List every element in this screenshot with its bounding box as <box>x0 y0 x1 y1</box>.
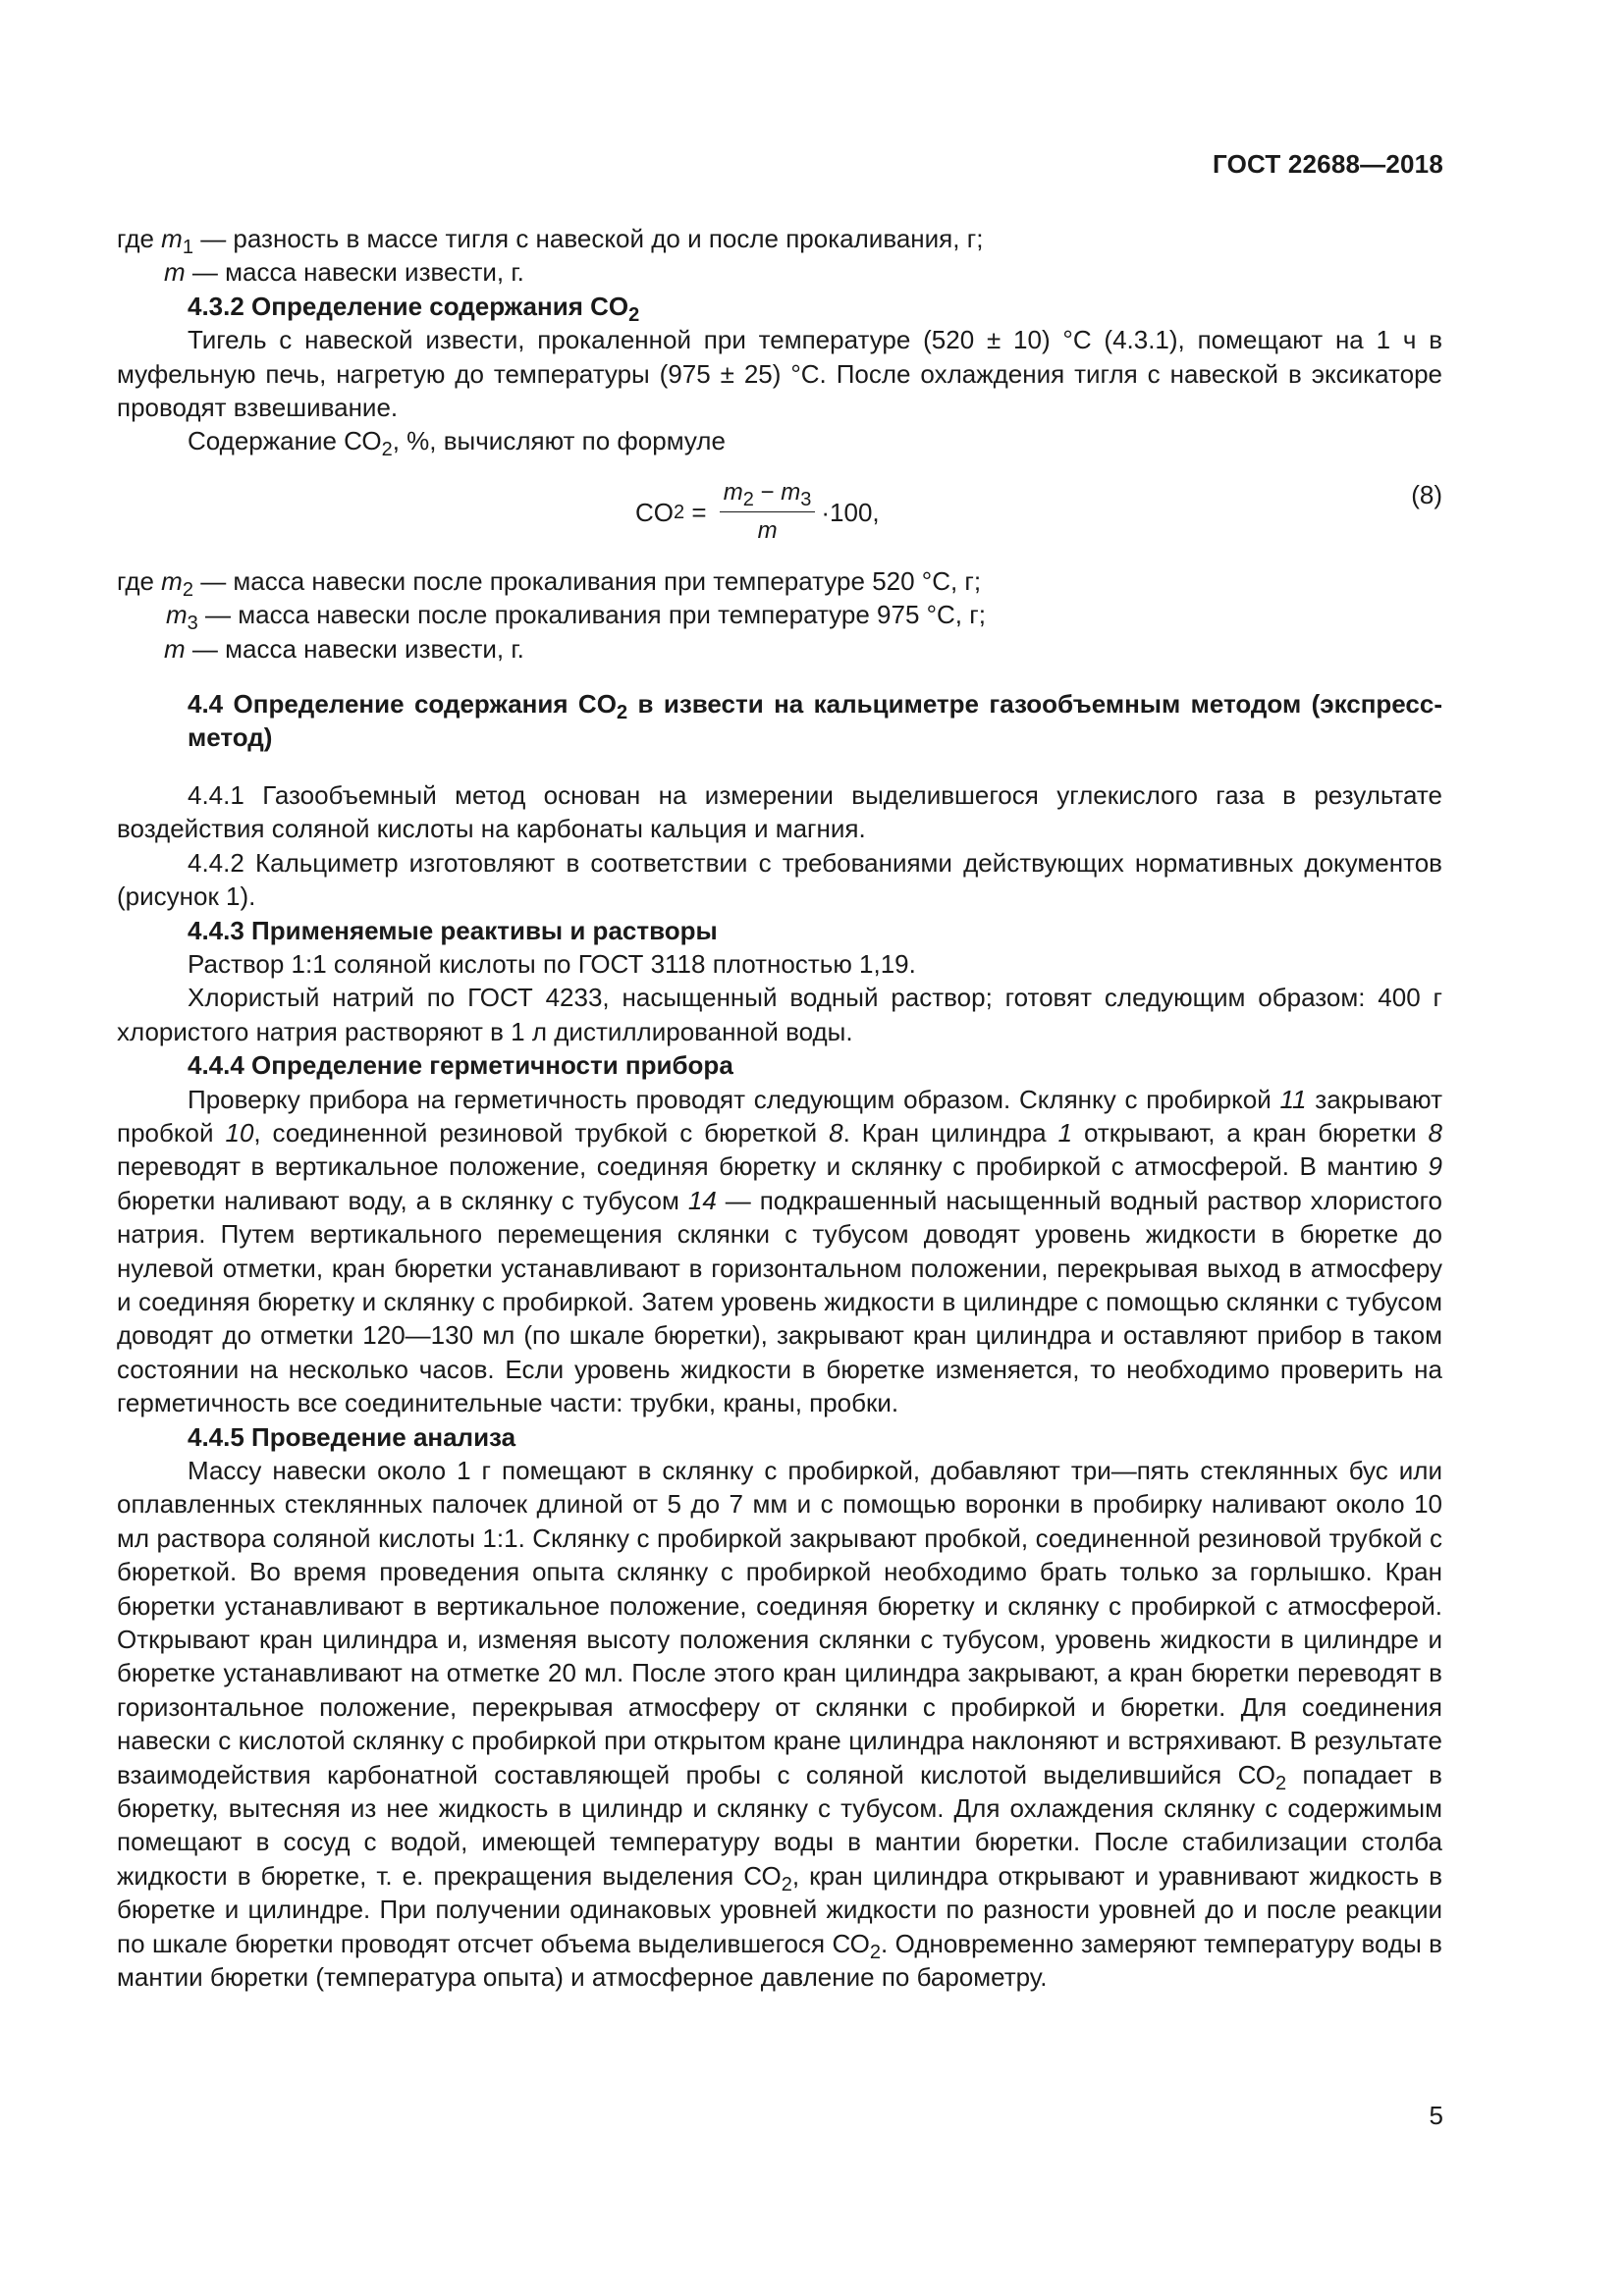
paragraph-4-4-5: Массу навески около 1 г помещают в склянку с пробиркой, добавляют три—пять стеклянных бус или оплавленных стеклянных палочек длиной от 5 до 7 мм и с помощью воронки в пробирку наливают около 10 мл раствора соляной кислоты 1:1. Склянку с пробиркой закрывают пробкой, соединенной резиновой трубкой с бюреткой. Во время проведения опыта склянку с пробиркой необходимо брать только за горлышко. Кран бюретки устанавливают в вертикальное положение, соединяя бюретку и склянку с пробиркой с атмосферой. Открывают кран цилиндра и, изменяя высоту положения склянки с тубусом, уровень жидкости в цилиндре и бюретке устанавливают на отметке 20 мл. После этого кран цилиндра закрывают, а кран бюретки переводят в горизонтальное положение, перекрывая атмосферу от склянки с пробиркой и бюретки. Для соединения навески с кислотой склянку с пробиркой при открытом кране цилиндра наклоняют и встряхивают. В результате взаимодействия карбонатной составляющей пробы с соляной кислотой выделившийся $СО_2$ попадает в бюретку, вытесняя из нее жидкость в цилиндр и склянку с тубусом. Для охлаждения склянку с содержимым помещают в сосуд с водой, имеющей температуру воды в мантии бюретки. После стабилизации столба жидкости в бюретке, т. е. прекращения выделения $СО_2$, кран цилиндра открывают и уравнивают жидкость в бюретке и цилиндре. При получении одинаковых уровней жидкости по разности уровней до и после реакции по шкале бюретки проводят отсчет объема выделившегося $СО_2$. Одновременно замеряют температуру воды в мантии бюретки (температура опыта) и атмосферное давление по барометру. <box>117 1456 1442 1993</box>
paragraph: Тигель с навеской извести, прокаленной при температуре (520 ± 10) °С (4.3.1), помещают на 1 ч в муфельную печь, нагретую до температуры (975 ± 25) °С. После охлаждения тигля с навеской в эксикаторе проводят взвешивание. <box>117 325 1442 423</box>
definition-line: где $m_2$ — масса навески после прокаливания при температуре 520 °С, г; <box>117 565 982 601</box>
definition-line: m — масса навески извести, г. <box>164 633 524 664</box>
fraction-denominator: m <box>757 517 778 545</box>
definition-line: где $m_1$ — разность в массе тигля с навеской до и после прокаливания, г; <box>117 224 984 258</box>
document-body <box>117 222 1442 1995</box>
paragraph-4-4-4: Проверку прибора на герметичность проводят следующим образом. Склянку с пробиркой 11 закрывают пробкой 10, соединенной резиновой трубкой с бюреткой 8. Кран цилиндра 1 открывают, а кран бюретки 8 переводят в вертикальное положение, соединяя бюретку и склянку с пробиркой с атмосферой. В мантию 9 бюретки наливают воду, а в склянку с тубусом 14 — подкрашенный насыщенный водный раствор хлористого натрия. Путем вертикального перемещения склянки с тубусом доводят уровень жидкости в бюретке до нулевой отметки, кран бюретки устанавливают в горизонтальном положении, перекрывая выход в атмосферу и соединяя бюретку и склянку с пробиркой. Затем уровень жидкости в цилиндре с помощью склянки с тубусом доводят до отметки 120—130 мл (по шкале бюретки), закрывают кран цилиндра и оставляют прибор в таком состоянии на несколько часов. Если уровень жидкости в бюретке изменяется, то необходимо проверить на герметичность все соединительные части: трубки, краны, пробки. <box>117 1084 1443 1418</box>
paragraph: Хлористый натрий по ГОСТ 4233, насыщенный водный раствор; готовят следующим образом: 400 г хлористого натрия растворяют в 1 л дистиллированной воды. <box>117 983 1442 1046</box>
section-heading-4-4-5: 4.4.5 Проведение анализа <box>188 1421 516 1452</box>
section-heading-4-4-4: 4.4.4 Определение герметичности прибора <box>188 1050 733 1081</box>
section-heading-4-3-2: 4.3.2 Определение содержания $CO_2$ <box>188 291 640 326</box>
paragraph: Содержание $СО_2$, %, вычисляют по формуле <box>188 426 726 461</box>
fraction <box>720 476 816 549</box>
definition-line: $m_3$ — масса навески после прокаливания при температуре 975 °С, г; <box>166 600 986 635</box>
section-heading-4-4: 4.4 Определение содержания $CO_2$ в извести на кальциметре газообъемным методом (экспресс-метод) <box>188 689 1443 753</box>
paragraph-4-4-1: 4.4.1 Газообъемный метод основан на измерении выделившегося углекислого газа в результате воздействия соляной кислоты на карбонаты кальция и магния. <box>117 779 1442 844</box>
fraction-numerator: $m_2 - m_3$ <box>720 476 816 512</box>
document-code-header: ГОСТ 22688—2018 <box>1213 149 1443 179</box>
formula-expression: CO 2 = $\frac{m_2 - m_3}{m}$ ·100, <box>635 476 880 549</box>
definition-line: m — масса навески извести, г. <box>164 257 524 288</box>
page-number: 5 <box>1429 2101 1443 2130</box>
formula-8 <box>117 458 1442 564</box>
paragraph-4-4-2: 4.4.2 Кальциметр изготовляют в соответствии с требованиями действующих нормативных документов (рисунок 1). <box>117 847 1442 912</box>
paragraph: Раствор 1:1 соляной кислоты по ГОСТ 3118 плотностью 1,19. <box>188 948 916 979</box>
section-heading-4-4-3: 4.4.3 Применяемые реактивы и растворы <box>188 915 718 945</box>
equation-number: (8) <box>1411 479 1442 509</box>
